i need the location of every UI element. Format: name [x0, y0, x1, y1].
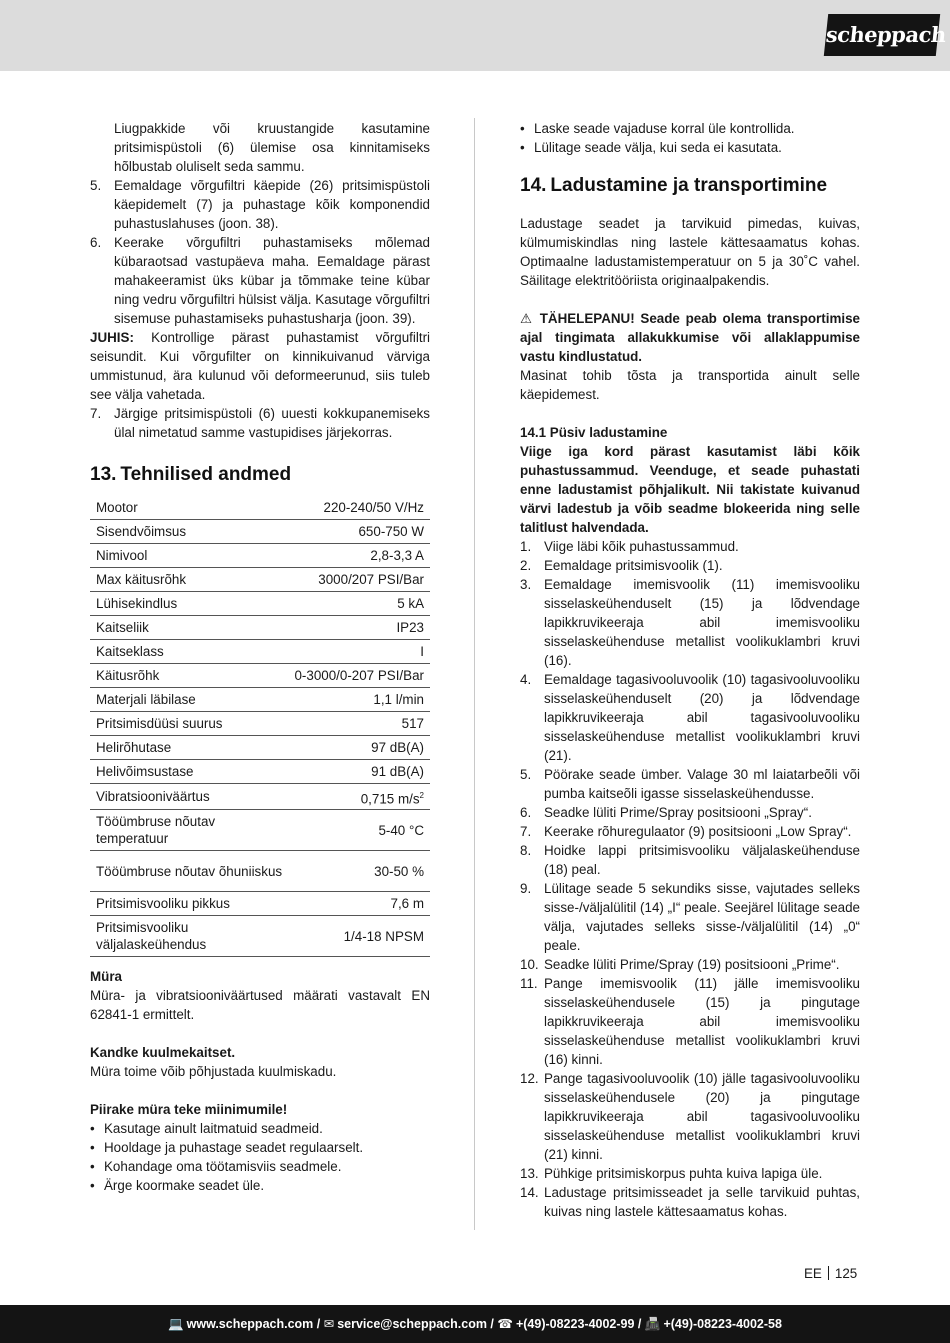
list-number: 11. — [520, 976, 538, 991]
phone-icon: ☎ — [497, 1317, 513, 1331]
spec-label: Helirõhutase — [90, 735, 288, 759]
subsection-14-1-heading: 14.1 Püsiv ladustamine — [520, 425, 668, 440]
list-number: 1. — [520, 539, 532, 554]
list-text: Keerake võrgufiltri puhastamiseks mõlemad kübaraotsad vastupäeva maha. Eemaldage pärast mahakeeramist üks kübar ja tõmmake teine kübar ning vedru võrgufiltri hülsist välja. Kasutage võrgufiltri sisemuse puhastamiseks puhastusharja (joon. 39). — [114, 235, 430, 326]
list-number: 2. — [520, 558, 532, 573]
list-text: Eemaldage tagasivooluvoolik (10) tagasivooluvooliku sisselaskeühenduselt (20) ja lõdvendage lapikkruvikeeraja abil tagasivooluvooliku sisselaskeühenduse metallist voolikuklambri kruvi (21). — [544, 672, 860, 763]
spec-value — [288, 543, 430, 567]
list-text: Keerake rõhuregulaator (9) positsiooni „Low Spray“. — [544, 824, 852, 839]
spec-value-text: 7,6 m — [390, 896, 424, 912]
table-row — [90, 850, 430, 891]
list-item — [520, 670, 860, 765]
spec-value — [288, 759, 430, 783]
spec-value — [288, 735, 430, 759]
spec-value — [288, 663, 430, 687]
list-text: Pühkige pritsimiskorpus puhta kuiva lapiga üle. — [544, 1166, 823, 1181]
note-text: Kontrollige pärast puhastamist võrgufiltri seisundit. Kui võrgufilter on kinnikuivanud värviga ummistunud, ära kulunud või deformeerunud, siis tuleb see välja vahetada. — [90, 330, 430, 402]
list-number: 3. — [520, 577, 532, 592]
footer-bar: 💻 www.scheppach.com / ✉ service@scheppach.com / ☎ +(49)-08223-4002-99 / 📠 +(49)-08223-4002-58 — [0, 1305, 950, 1343]
spec-value-text: IP23 — [396, 620, 424, 635]
limit-noise-list — [90, 1119, 430, 1195]
list-text: Ladustage pritsimisseadet ja selle tarvikuid puhtas, kuivas ning lastele kättesaamatus kohas. — [544, 1185, 860, 1219]
bullet-item: • Laske seade vajaduse korral üle kontrollida. — [520, 119, 860, 138]
list-item — [520, 841, 860, 879]
spec-value — [288, 783, 430, 809]
noise-text: Müra- ja vibratsiooniväärtused määrati vastavalt EN 62841-1 ermittelt. — [90, 987, 430, 1022]
list-number: 6. — [90, 235, 102, 250]
spec-label: Vibratsiooniväärtus — [90, 783, 288, 809]
list-item — [520, 537, 860, 556]
list-number: 7. — [90, 406, 102, 421]
list-number: 14. — [520, 1185, 539, 1200]
table-row — [90, 639, 430, 663]
technical-data-table — [90, 495, 430, 957]
list-item — [520, 822, 860, 841]
spec-label: Tööümbruse nõutav temperatuur — [90, 809, 288, 850]
table-row — [90, 663, 430, 687]
list-text: Pöörake seade ümber. Valage 30 ml laiatarbeõli või pumba kaitseõli igasse sisselaskeühendusse. — [544, 767, 860, 801]
table-row — [90, 783, 430, 809]
spec-value-text: 517 — [401, 716, 424, 731]
noise-heading: Müra — [90, 968, 122, 984]
spec-value — [288, 891, 430, 915]
spec-label: Tööümbruse nõutav õhuniiskus — [90, 850, 288, 891]
spec-value-text: 1,1 l/min — [373, 692, 424, 707]
scheppach-logo: scheppach — [824, 14, 940, 56]
spec-label: Pritsimisvooliku väljalaskeühendus — [90, 915, 288, 956]
spec-value-text: 91 dB(A) — [371, 764, 424, 779]
spec-value — [288, 639, 430, 663]
table-row — [90, 735, 430, 759]
top-bullet-list — [520, 119, 860, 157]
warning-paragraph — [520, 309, 860, 366]
list-number: 9. — [520, 881, 532, 896]
subsection-bold-intro: Viige iga kord pärast kasutamist läbi kõik puhastussammud. Veenduge, et seade puhastati enne ladustamist põhjalikult. Nii takistate kuivanud värvi ladestub ja võib seadme blokeerida ning selle talitlust halvendada. — [520, 444, 860, 535]
table-row — [90, 567, 430, 591]
page-number: EE 125 — [804, 1266, 858, 1281]
list-item — [520, 974, 860, 1069]
table-row — [90, 591, 430, 615]
cleaning-steps-list-continued — [90, 404, 430, 442]
limit-noise-heading: Piirake müra teke miinimumile! — [90, 1101, 288, 1117]
list-text: Seadke lüliti Prime/Spray positsiooni „Spray“. — [544, 805, 812, 820]
computer-icon: 💻 — [168, 1317, 184, 1331]
spec-value-text: 30-50 % — [374, 863, 424, 879]
table-row — [90, 759, 430, 783]
spec-value — [288, 711, 430, 735]
storage-text: Ladustage seadet ja tarvikuid pimedas, kuivas, külmumiskindlas ning lastele kättesaamatus kohas. Optimaalne ladustamistemperatuur on 5 ja 30˚C vahel. Säilitage elektritööriista originaalpakendis. — [520, 216, 860, 288]
spec-value-sup: 2 — [419, 790, 424, 800]
spec-value-text: 1/4-18 NPSM — [343, 928, 424, 944]
list-text: Lülitage seade 5 sekundiks sisse, vajutades selleks sisse-/väljalülitil (14) „I“ peale. Seejärel lülitage seade välja, vajutades selleks sisse-/väljalülitil (14) „0“ peale. — [544, 881, 860, 953]
spec-value-text: 0,715 m/s — [360, 790, 420, 806]
spec-label: Nimivool — [90, 543, 288, 567]
spec-value-text: 3000/207 PSI/Bar — [318, 572, 424, 587]
list-item — [520, 955, 860, 974]
spec-value — [288, 850, 430, 891]
note-label: JUHIS: — [90, 330, 134, 345]
list-text: Eemaldage võrgufiltri käepide (26) pritsimispüstoli käepidemelt (7) ja puhastage kõik komponendid puhastuslahuses (joon. 38). — [114, 178, 430, 231]
spec-value-text: 2,8-3,3 A — [370, 548, 424, 563]
spec-label: Sisendvõimsus — [90, 519, 288, 543]
table-row — [90, 915, 430, 956]
list-text: Pange tagasivooluvoolik (10) jälle tagasivooluvooliku sisselaskeühendusele (20) ja pingutage lapikkruvikeeraja abil tagasivooluvooliku sisselaskeühenduse metallist voolikuklambri kruvi (21) kinni. — [544, 1071, 860, 1162]
spec-label: Pritsimisdüüsi suurus — [90, 711, 288, 735]
list-number: 6. — [520, 805, 532, 820]
list-item — [520, 575, 860, 670]
list-item — [520, 556, 860, 575]
table-row — [90, 891, 430, 915]
spec-value-text: 650-750 W — [358, 524, 424, 539]
column-divider — [474, 118, 475, 1230]
list-item — [520, 1164, 860, 1183]
section-13-heading: 13. Tehnilised andmed — [90, 464, 292, 485]
list-item — [520, 1069, 860, 1164]
table-row — [90, 711, 430, 735]
list-text: Järgige pritsimispüstoli (6) uuesti kokkupanemiseks ülal nimetatud samme vastupidises järjekorras. — [114, 406, 430, 440]
fax-icon: 📠 — [644, 1317, 661, 1331]
bullet-item: • Lülitage seade välja, kui seda ei kasutata. — [520, 138, 860, 157]
list-number: 5. — [90, 178, 102, 193]
spec-value — [288, 809, 430, 850]
list-item-continued: Liugpakkide või kruustangide kasutamine pritsimispüstoli (6) ülemise osa kinnitamiseks hõlbustab oluliselt seda sammu. — [114, 121, 430, 174]
list-number: 7. — [520, 824, 532, 839]
mail-icon: ✉ — [323, 1317, 335, 1331]
warning-icon: ⚠ — [520, 311, 534, 326]
spec-label: Kaitseklass — [90, 639, 288, 663]
spec-label: Kaitseliik — [90, 615, 288, 639]
right-column — [520, 119, 860, 1221]
note-paragraph — [90, 328, 430, 404]
storage-steps-list — [520, 537, 860, 1221]
spec-value-text: 0-3000/0-207 PSI/Bar — [294, 668, 424, 683]
list-text: Seadke lüliti Prime/Spray (19) positsiooni „Prime“. — [544, 957, 840, 972]
footer-email-link[interactable]: service@scheppach.com — [337, 1317, 487, 1331]
spec-value — [288, 567, 430, 591]
spec-value — [288, 519, 430, 543]
list-item — [520, 803, 860, 822]
spec-value — [288, 615, 430, 639]
table-row — [90, 495, 430, 519]
spec-value-text: 5-40 °C — [378, 822, 424, 838]
list-number: 5. — [520, 767, 532, 782]
list-item — [520, 1183, 860, 1221]
list-item — [90, 233, 430, 328]
spec-value — [288, 495, 430, 519]
header-bar — [0, 0, 950, 71]
list-number: 4. — [520, 672, 532, 687]
list-text: Eemaldage pritsimisvoolik (1). — [544, 558, 723, 573]
list-item — [90, 404, 430, 442]
spec-label: Max käitusrõhk — [90, 567, 288, 591]
list-number: 8. — [520, 843, 532, 858]
list-item — [520, 765, 860, 803]
spec-label: Lühisekindlus — [90, 591, 288, 615]
list-item — [90, 176, 430, 233]
ear-protection-text: Müra toime võib põhjustada kuulmiskadu. — [90, 1063, 337, 1079]
bullet-item: • Kohandage oma töötamisviis seadmele. — [90, 1157, 430, 1176]
list-number: 10. — [520, 957, 539, 972]
spec-label: Helivõimsustase — [90, 759, 288, 783]
warning-text: TÄHELEPANU! Seade peab olema transportimise ajal tingimata allakukkumise või allaklappumise vastu kindlustatud. — [520, 311, 860, 364]
spec-value — [288, 687, 430, 711]
spec-value-text: 97 dB(A) — [371, 740, 424, 755]
list-text: Hoidke lappi pritsimisvooliku väljalaskeühenduse (18) peal. — [544, 843, 860, 877]
table-row — [90, 687, 430, 711]
list-text: Eemaldage imemisvoolik (11) imemisvooliku sisselaskeühenduselt (15) ja lõdvendage lapikkruvikeeraja abil imemisvooliku sisselaskeühenduse metallist voolikuklambri kruvi (16). — [544, 577, 860, 668]
spec-value-text: 220-240/50 V/Hz — [323, 499, 424, 515]
bullet-item: • Kasutage ainult laitmatuid seadmeid. — [90, 1119, 430, 1138]
list-text: Viige läbi kõik puhastussammud. — [544, 539, 739, 554]
footer-website-link[interactable]: www.scheppach.com — [186, 1317, 314, 1331]
spec-label: Pritsimisvooliku pikkus — [90, 891, 288, 915]
spec-value — [288, 915, 430, 956]
table-row — [90, 519, 430, 543]
spec-label: Materjali läbilase — [90, 687, 288, 711]
list-item — [520, 879, 860, 955]
table-row — [90, 615, 430, 639]
footer-fax: +(49)-08223-4002-58 — [663, 1317, 782, 1331]
list-number: 13. — [520, 1166, 539, 1181]
ear-protection-heading: Kandke kuulmekaitset. — [90, 1044, 236, 1060]
spec-value — [288, 591, 430, 615]
cleaning-steps-list — [90, 176, 430, 328]
spec-label: Mootor — [90, 495, 288, 519]
list-text: Pange imemisvoolik (11) jälle imemisvooliku sisselaskeühendusele (15) ja pingutage lapikkruvikeeraja abil imemisvooliku sisselaskeühenduse metallist voolikuklambri kruvi (16) kinni. — [544, 976, 860, 1067]
table-row — [90, 809, 430, 850]
bullet-item: • Hooldage ja puhastage seadet regulaarselt. — [90, 1138, 430, 1157]
bullet-item: • Ärge koormake seadet üle. — [90, 1176, 430, 1195]
spec-label: Käitusrõhk — [90, 663, 288, 687]
list-number: 12. — [520, 1071, 539, 1086]
table-row — [90, 543, 430, 567]
transport-text: Masinat tohib tõsta ja transportida ainult selle käepidemest. — [520, 368, 860, 402]
spec-value-text: 5 kA — [397, 596, 424, 611]
left-column — [90, 119, 430, 1195]
footer-phone[interactable]: +(49)-08223-4002-99 — [515, 1317, 635, 1331]
spec-value-text: I — [420, 644, 424, 659]
section-14-heading: 14. Ladustamine ja transportimine — [520, 175, 828, 196]
